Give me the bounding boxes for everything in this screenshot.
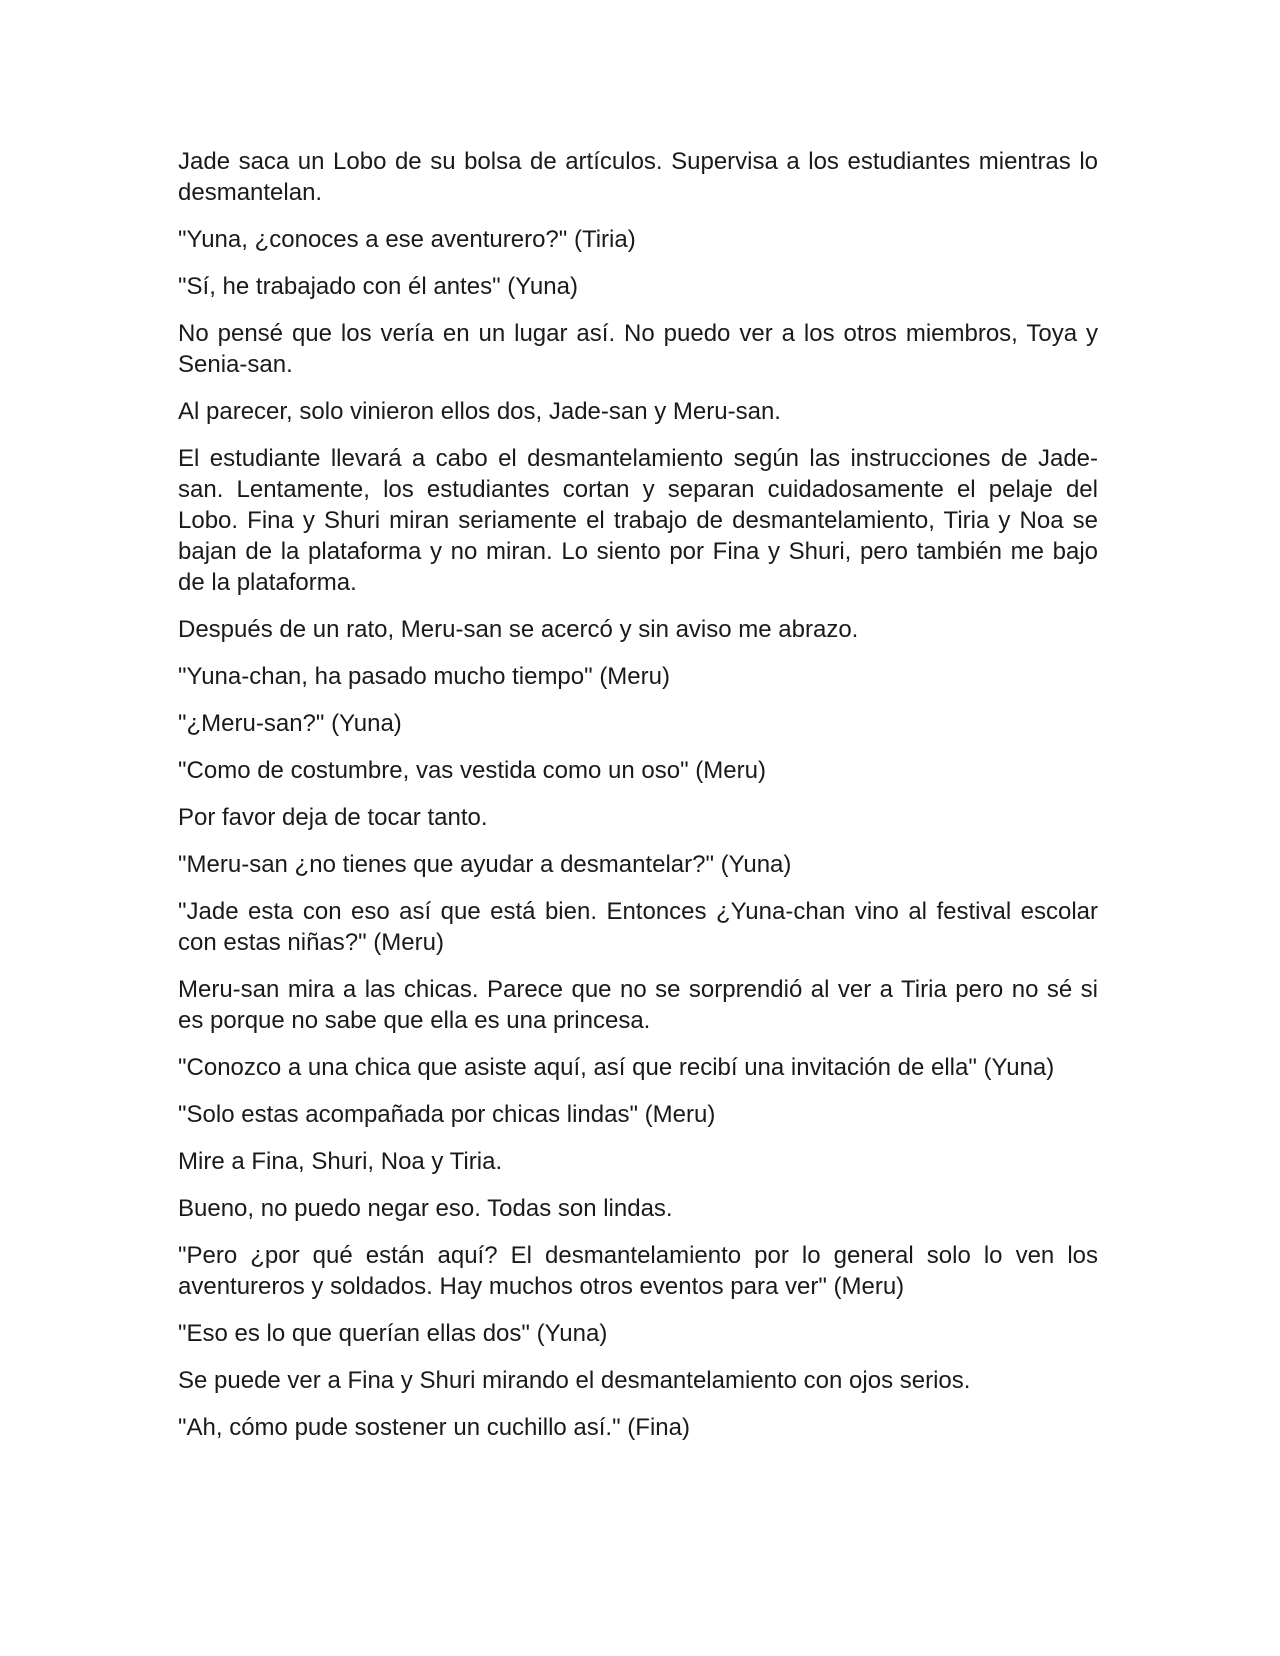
paragraph: "Ah, cómo pude sostener un cuchillo así." (Fina) [178,1414,690,1441]
paragraph: "Eso es lo que querían ellas dos" (Yuna) [178,1320,608,1347]
paragraph: "Yuna-chan, ha pasado mucho tiempo" (Meru) [178,663,670,690]
paragraph: Mire a Fina, Shuri, Noa y Tiria. [178,1148,503,1175]
paragraph: Se puede ver a Fina y Shuri mirando el desmantelamiento con ojos serios. [178,1367,971,1394]
paragraph: El estudiante llevará a cabo el desmantelamiento según las instrucciones de Jade-san. Lentamente, los estudiantes cortan y separan cuidadosamente el pelaje del Lobo. Fina y Shuri miran seriamente el trabajo de desmantelamiento, Tiria y Noa se bajan de la plataforma y no miran. Lo siento por Fina y Shuri, pero también me bajo de la plataforma. [178,445,1098,596]
paragraph: "Como de costumbre, vas vestida como un oso" (Meru) [178,757,766,784]
paragraph: Al parecer, solo vinieron ellos dos, Jade-san y Meru-san. [178,398,781,425]
paragraph: "Conozco a una chica que asiste aquí, así que recibí una invitación de ella" (Yuna) [178,1054,1055,1081]
paragraph: Por favor deja de tocar tanto. [178,804,488,831]
paragraph: Meru-san mira a las chicas. Parece que no se sorprendió al ver a Tiria pero no sé si es porque no sabe que ella es una princesa. [178,976,1098,1034]
paragraph: Después de un rato, Meru-san se acercó y sin aviso me abrazo. [178,616,859,643]
paragraph: "Sí, he trabajado con él antes" (Yuna) [178,273,578,300]
paragraph: "Pero ¿por qué están aquí? El desmantelamiento por lo general solo lo ven los aventureros y soldados. Hay muchos otros eventos para ver" (Meru) [178,1242,1098,1300]
paragraph: "Jade esta con eso así que está bien. Entonces ¿Yuna-chan vino al festival escolar con estas niñas?" (Meru) [178,898,1098,956]
paragraph: "¿Meru-san?" (Yuna) [178,710,402,737]
paragraph: Bueno, no puedo negar eso. Todas son lindas. [178,1195,673,1222]
paragraph: Jade saca un Lobo de su bolsa de artículos. Supervisa a los estudiantes mientras lo desmantelan. [178,148,1098,206]
paragraph: No pensé que los vería en un lugar así. No puedo ver a los otros miembros, Toya y Senia-san. [178,320,1098,378]
paragraph: "Meru-san ¿no tienes que ayudar a desmantelar?" (Yuna) [178,851,792,878]
paragraph: "Yuna, ¿conoces a ese aventurero?" (Tiria) [178,226,636,253]
paragraph: "Solo estas acompañada por chicas lindas" (Meru) [178,1101,716,1128]
document-page [178,146,1098,1459]
